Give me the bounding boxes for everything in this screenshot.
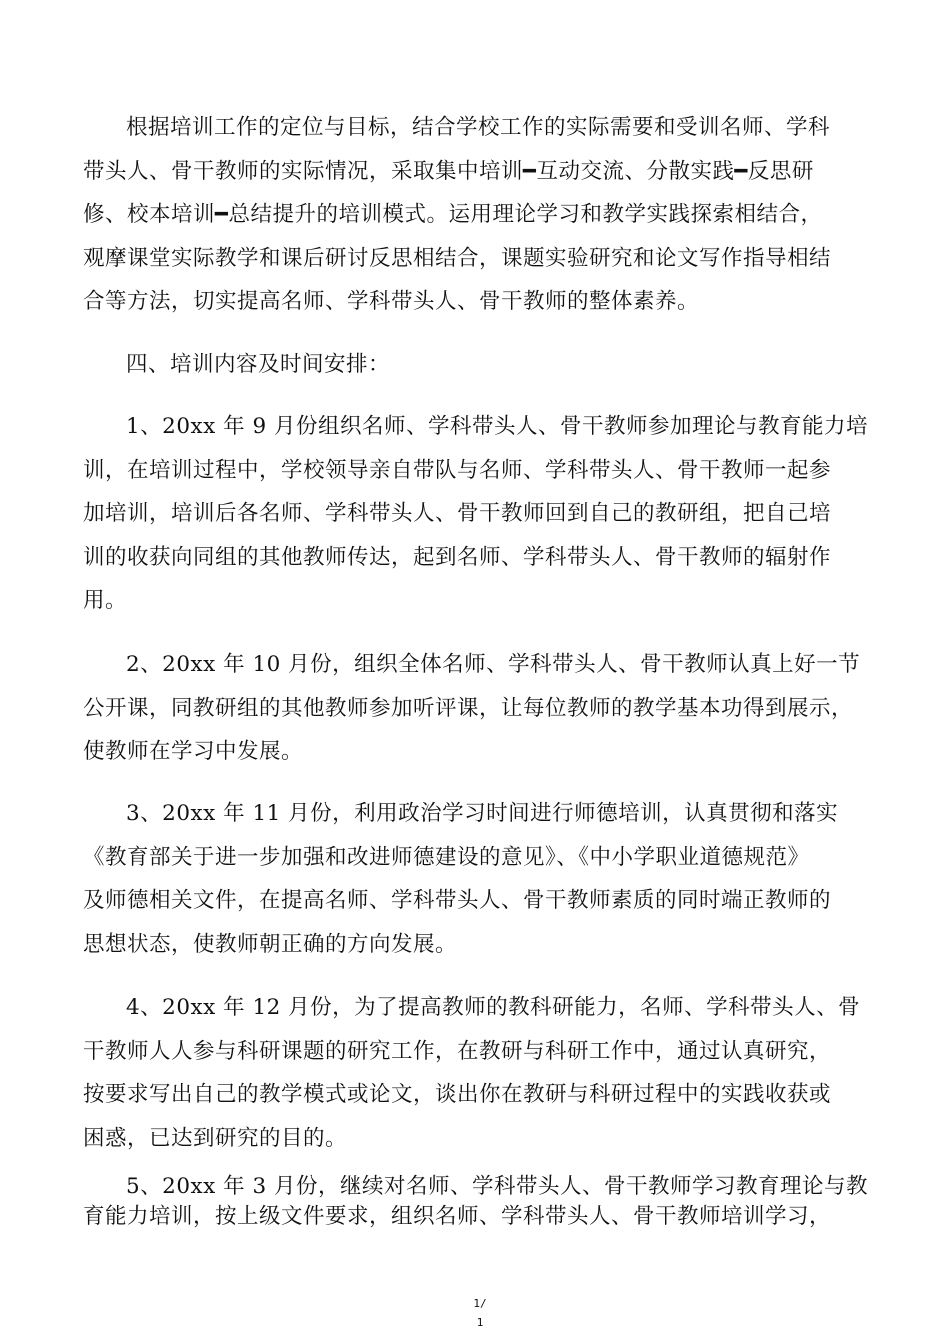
paragraph-training-mode	[83, 106, 855, 324]
text-line: 及师德相关文件，在提高名师、学科带头人、骨干教师素质的同时端正教师的	[83, 888, 832, 913]
text-line: 1、20xx 年 9 月份组织名师、学科带头人、骨干教师参加理论与教育能力培	[126, 414, 868, 439]
page-number	[470, 1294, 490, 1332]
text-line: 四、培训内容及时间安排：	[126, 352, 391, 377]
page-number-bottom: 1	[476, 1316, 484, 1329]
text-line: 训，在培训过程中，学校领导亲自带队与名师、学科带头人、骨干教师一起参	[83, 457, 832, 483]
text-line: 加培训，培训后各名师、学科带头人、骨干教师回到自己的教研组，把自己培	[83, 501, 832, 526]
paragraph-item-3	[83, 792, 855, 966]
page-number-top: 1/	[473, 1297, 487, 1310]
text-line: 合等方法，切实提高名师、学科带头人、骨干教师的整体素养。	[83, 289, 700, 314]
text-line: 3、20xx 年 11 月份，利用政治学习时间进行师德培训，认真贯彻和落实	[126, 801, 839, 826]
paragraph-item-4	[83, 986, 861, 1160]
text-line: 根据培训工作的定位与目标，结合学校工作的实际需要和受训名师、学科	[126, 115, 831, 140]
text-line: 公开课，同教研组的其他教师参加听评课，让每位教师的教学基本功得到展示，	[83, 695, 854, 721]
section-heading	[83, 343, 855, 387]
text-line: 观摩课堂实际教学和课后研讨反思相结合，课题实验研究和论文写作指导相结	[83, 245, 832, 271]
text-line: 育能力培训，按上级文件要求，组织名师、学科带头人、骨干教师培训学习，	[83, 1204, 832, 1229]
text-line: 训的收获向同组的其他教师传达，起到名师、学科带头人、骨干教师的辐射作	[83, 544, 832, 570]
text-line: 修、校本培训━总结提升的培训模式。运用理论学习和教学实践探索相结合，	[83, 202, 823, 227]
paragraph-item-1	[83, 405, 868, 623]
text-line: 4、20xx 年 12 月份，为了提高教师的教科研能力，名师、学科带头人、骨	[126, 995, 861, 1020]
text-line: 思想状态，使教师朝正确的方向发展。	[83, 931, 458, 957]
paragraph-item-2	[83, 643, 861, 774]
text-line: 带头人、骨干教师的实际情况，采取集中培训━互动交流、分散实践━反思研	[83, 158, 814, 184]
text-line: 按要求写出自己的教学模式或论文，谈出你在教研与科研过程中的实践收获或	[83, 1082, 832, 1107]
text-line: 5、20xx 年 3 月份，继续对名师、学科带头人、骨干教师学习教育理论与教	[126, 1174, 868, 1199]
text-line: 困惑，已达到研究的目的。	[83, 1125, 348, 1151]
text-line: 2、20xx 年 10 月份，组织全体名师、学科带头人、骨干教师认真上好一节	[126, 652, 861, 677]
text-line: 干教师人人参与科研课题的研究工作，在教研与科研工作中，通过认真研究，	[83, 1038, 832, 1064]
paragraph-item-5	[83, 1172, 868, 1232]
text-line: 使教师在学习中发展。	[83, 739, 304, 764]
text-line: 用。	[83, 588, 128, 613]
text-line: 《教育部关于进一步加强和改进师德建设的意见》、《中小学职业道德规范》	[83, 844, 810, 870]
